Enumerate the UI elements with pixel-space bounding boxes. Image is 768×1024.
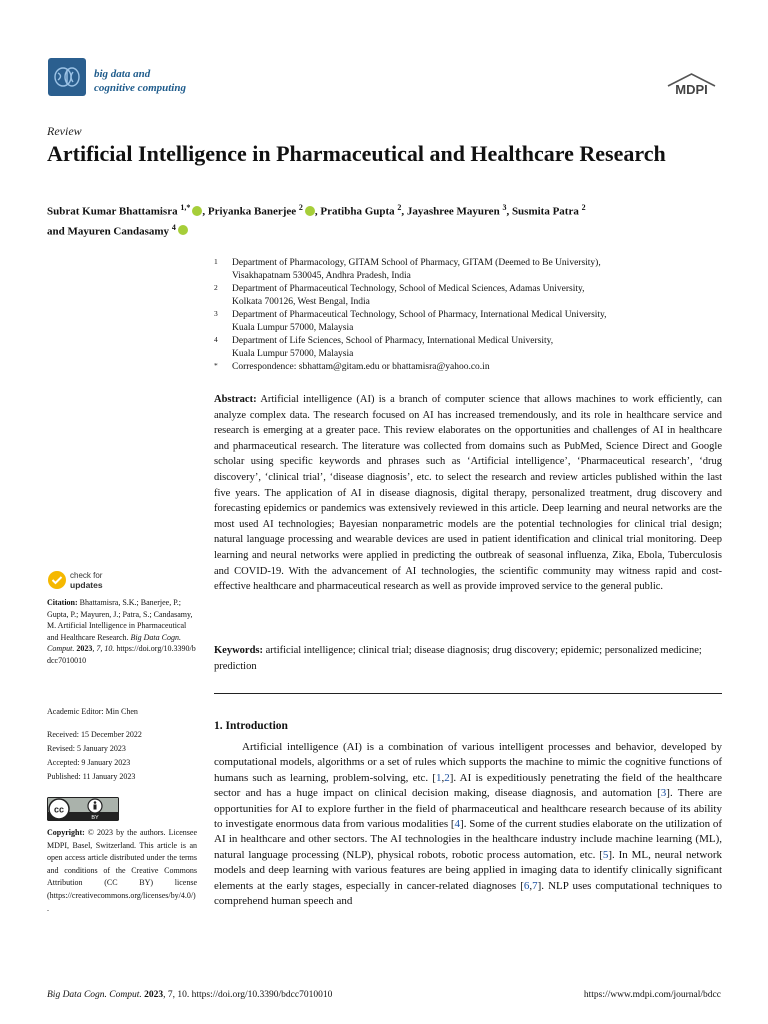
svg-text:cc: cc: [53, 804, 65, 815]
svg-text:check for: check for: [70, 571, 103, 580]
citation-link[interactable]: 7: [532, 879, 538, 892]
article-type: Review: [47, 124, 82, 138]
abstract: Abstract: Artificial intelligence (AI) is a branch of computer science that allows machines to work efficiently, can analyze complex data. The research focused on AI has increased tremendously, and its role in healthcare service and research is emerging at a greater pace. This review elaborates on the opportunities and challenges of AI in healthcare and pharmaceutical research. The literature was collected from domains such as PubMed, Science Direct and Google scholar using specific keywords and phrases such as ‘Artificial intelligence’, ‘Pharmaceutical research’, ‘drug discovery’, ‘clinical trial’, ‘disease diagnosis’, etc. to select the research and review articles published within the last five years. The application of AI in disease diagnosis, digital therapy, personalized treatment, drug discovery and forecasting epidemics or pandemics was extensively reviewed in this article. Deep learning and neural networks are the most used AI technologies; Bayesian nonparametric models are the potential technologies for clinical trial design; natural language processing and wearable devices are used in patient identification and clinical trial monitoring. Deep learning and neural networks were applied in predicting the outbreak of seasonal influenza, Zika, Ebola, Tuberculosis and COVID-19. With the advancement of AI technologies, the scientific community may witness rapid and cost-effective healthcare and pharmaceutical research as well as provide improved service to the general public.: [214, 394, 722, 593]
footer-journal-url[interactable]: https://www.mdpi.com/journal/bdcc: [583, 990, 721, 1000]
citation-block: Citation: Bhattamisra, S.K.; Banerjee, P.; Gupta, P.; Mayuren, J.; Patra, S.; Candasamy, M. Artificial Intelligence in Pharmaceutical and Healthcare Research. Big Data Cogn. Comput. 2023, 7, 10. https://doi.org/10.3390/bdcc7010010: [47, 598, 196, 665]
affiliations: [214, 257, 734, 374]
citation-link[interactable]: 5: [602, 848, 609, 861]
article-title: Artificial Intelligence in Pharmaceutical and Healthcare Research: [47, 141, 666, 166]
doi-link[interactable]: https://doi.org/10.3390/bdcc7010010: [47, 644, 196, 665]
author-list: Subrat Kumar Bhattamisra $^{1,*}$ , Priyanka Banerjee $^2$ , Pratibha Gupta $^2$, Jayashree Mayuren $^3$, Susmita Patra $^2$ and Mayuren Candasamy $^4$: [47, 203, 586, 238]
footer-citation: Big Data Cogn. Comput. 2023, 7, 10. https://doi.org/10.3390/bdcc7010010: [47, 990, 333, 1000]
cc-by-license-badge[interactable]: [47, 797, 119, 821]
orcid-icon[interactable]: [192, 206, 202, 216]
author[interactable]: Susmita Patra: [511, 205, 579, 218]
check-for-updates-badge[interactable]: [47, 569, 129, 591]
author[interactable]: Pratibha Gupta: [320, 205, 395, 218]
orcid-icon[interactable]: [305, 206, 315, 216]
affiliation-item: 2 Department of Pharmaceutical Technology, School of Medical Sciences, Adamas University, Kolkata 700126, West Bengal, India: [214, 283, 585, 307]
keywords: Keywords: artificial intelligence; clinical trial; disease diagnosis; drug discovery; epidemic; personalized medicine; prediction: [214, 645, 702, 672]
journal-name: big data and cognitive computing: [94, 68, 186, 94]
author[interactable]: Priyanka Banerjee: [207, 205, 297, 218]
journal-logo: [48, 58, 86, 96]
author[interactable]: Mayuren Candasamy: [67, 225, 170, 238]
revised-date: Revised: 5 January 2023: [47, 744, 126, 753]
citation-link[interactable]: 6: [523, 879, 530, 892]
affiliation-item: 4 Department of Life Sciences, School of Pharmacy, International Medical University, Kuala Lumpur 57000, Malaysia: [214, 335, 554, 359]
affiliation-item: 1 Department of Pharmacology, GITAM School of Pharmacy, GITAM (Deemed to Be University), Visakhapatnam 530045, Andhra Pradesh, India: [214, 257, 601, 281]
intro-paragraph: Artificial intelligence (AI) is a combination of various intelligent processes and behavior, developed by computational models, algorithms or a set of rules which supports the machine to mimic the cognitive functions of humans such as learning, problem-solving, etc. [1,2]. AI is expeditiously penetrating the field of the healthcare sector and has a huge impact on clinical decision making, disease diagnosis, and automation [3]. There are opportunities for AI to explore further in the field of pharmaceutical and healthcare research because of its ability to investigate enormous data from various modalities [4]. Some of the current studies elaborate on the utilization of AI in healthcare and other sectors. The AI technologies in the healthcare industry include machine learning (ML), natural language processing (NLP), physical robots, robotic process automation, etc. [5]. In ML, neural network models and deep learning with various features are being applied in imaging data to identify clinically significant elements at the early stages, especially in cancer-related diagnoses [6,7]. NLP uses computational techniques to comprehend human speech and: [214, 741, 722, 908]
svg-text:MDPI: MDPI: [675, 82, 708, 96]
mdpi-logo: [664, 72, 719, 96]
author[interactable]: Jayashree Mayuren: [406, 205, 500, 218]
copyright-notice: Copyright: © 2023 by the authors. Licensee MDPI, Basel, Switzerland. This article is an open access article distributed under the terms and conditions of the Creative Commons Attribution (CC BY) license (https://creativecommons.org/licenses/by/4.0/).: [47, 828, 198, 913]
brain-icon: [48, 58, 86, 96]
citation-link[interactable]: 4: [454, 818, 461, 831]
section-heading: 1. Introduction: [214, 720, 288, 732]
received-date: Received: 15 December 2022: [47, 730, 142, 739]
svg-text:BY: BY: [91, 815, 99, 821]
citation-link[interactable]: 1: [435, 771, 442, 784]
accepted-date: Accepted: 9 January 2023: [47, 758, 131, 767]
divider: [214, 693, 722, 694]
affiliation-item: 3 Department of Pharmaceutical Technology, School of Pharmacy, International Medical University, Kuala Lumpur 57000, Malaysia: [214, 309, 607, 333]
citation-link[interactable]: 2: [444, 771, 450, 784]
author[interactable]: Subrat Kumar Bhattamisra: [47, 205, 178, 218]
published-date: Published: 11 January 2023: [47, 772, 136, 781]
correspondence: * Correspondence: sbhattam@gitam.edu or bhattamisra@yahoo.co.in: [214, 361, 490, 372]
orcid-icon[interactable]: [178, 225, 188, 235]
academic-editor: Academic Editor: Min Chen: [47, 707, 138, 716]
citation-link[interactable]: 3: [660, 787, 667, 800]
svg-text:updates: updates: [70, 580, 103, 590]
